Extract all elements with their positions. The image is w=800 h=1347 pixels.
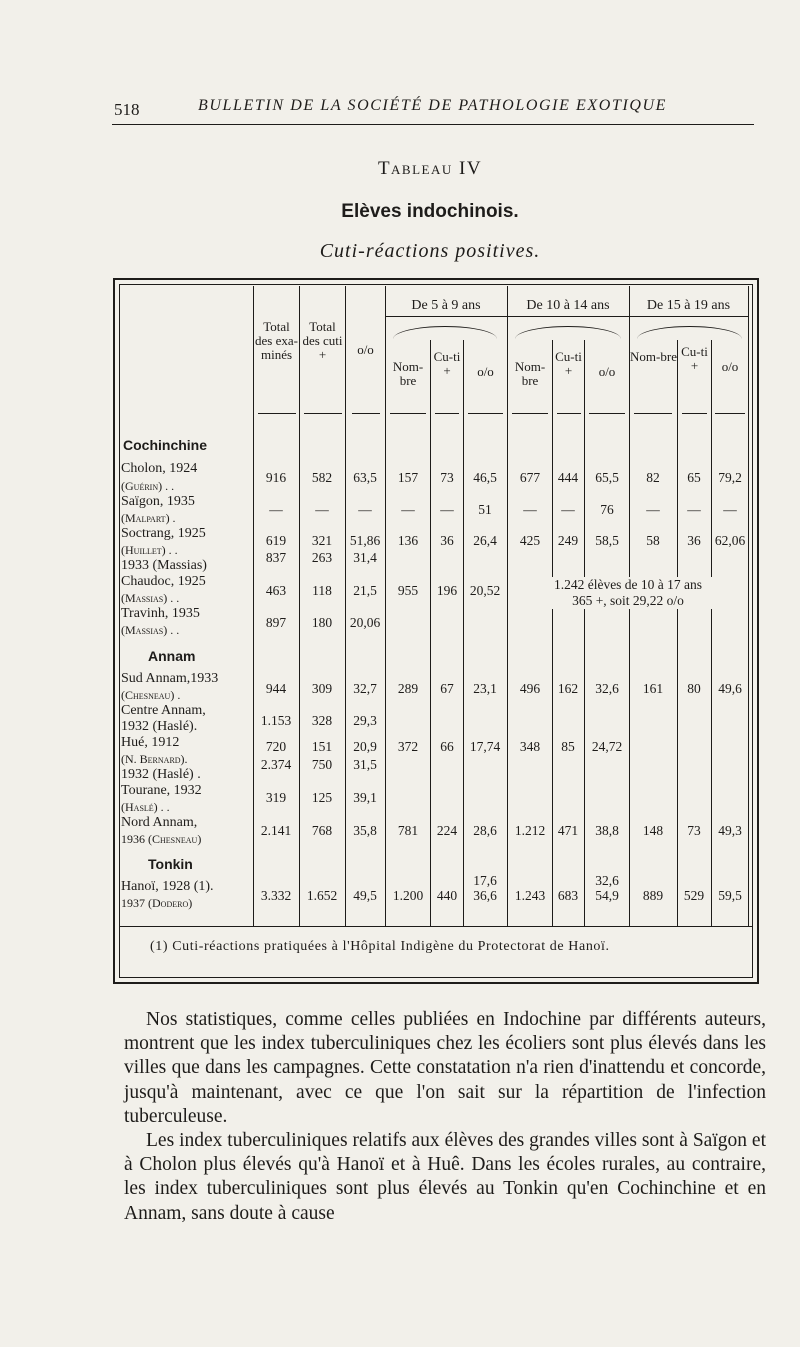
table-cell: 59,5 <box>718 888 742 903</box>
row-name: (Massias) . . <box>121 591 180 605</box>
table-cell: 1.200 <box>392 888 424 903</box>
table-cell: 39,1 <box>353 790 377 805</box>
header-dash <box>304 413 342 414</box>
row-name: Travinh, 1935 <box>121 606 200 621</box>
table-cell: 897 <box>265 615 287 630</box>
table-cell: 1.243 <box>514 888 546 903</box>
table-cell: 49,6 <box>718 681 742 696</box>
page-number: 518 <box>114 100 140 119</box>
body-text <box>124 1008 766 1226</box>
row-name: Centre Annam, <box>121 703 206 718</box>
table-cell: 65,5 <box>595 470 619 485</box>
group-header-rule <box>385 316 748 317</box>
table-cell: 38,8 <box>595 823 619 838</box>
row-name: 1932 (Haslé) . <box>121 767 201 782</box>
table-frame-inner <box>119 284 753 978</box>
table-cell: 463 <box>265 583 287 598</box>
table-cell: 2.141 <box>260 823 292 838</box>
header-dash <box>352 413 380 414</box>
table-cell: 161 <box>642 681 664 696</box>
header-nombre: Nom-bre <box>630 349 677 364</box>
table-cell: — <box>401 502 415 517</box>
header-dash <box>634 413 672 414</box>
table-cell: 582 <box>311 470 333 485</box>
table-cell: 76 <box>600 502 614 517</box>
table-cell: 148 <box>642 823 664 838</box>
table-cell: 425 <box>519 533 541 548</box>
table-cell: 529 <box>683 888 705 903</box>
header-rule <box>112 124 754 125</box>
table-cell: 125 <box>311 790 333 805</box>
table-cell: 496 <box>519 681 541 696</box>
table-cell: 58,5 <box>595 533 619 548</box>
row-name: (Huillet) . . <box>121 543 178 557</box>
row-name: (Haslé) . . <box>121 800 170 814</box>
table-cell: 82 <box>646 470 660 485</box>
table-cell: 309 <box>311 681 333 696</box>
row-name: Nord Annam, <box>121 815 198 830</box>
row-name: 1937 (Dodero) <box>121 896 193 910</box>
row-name: 1933 (Massias) <box>121 558 207 573</box>
table-cell: — <box>687 502 701 517</box>
row-name: Tourane, 1932 <box>121 783 202 798</box>
table-cell: 20,9 <box>353 739 377 754</box>
running-title: BULLETIN DE LA SOCIÉTÉ DE PATHOLOGIE EXOTIQUE <box>198 97 668 114</box>
table-cell: 249 <box>557 533 579 548</box>
table-cell: 162 <box>557 681 579 696</box>
row-name: Chaudoc, 1925 <box>121 574 206 589</box>
table-cell: 24,72 <box>591 739 623 754</box>
table-cell: 49,3 <box>718 823 742 838</box>
table-cell: 837 <box>265 550 287 565</box>
table-cell: 348 <box>519 739 541 754</box>
header-cuti: Cu-ti + <box>433 349 461 378</box>
table-cell: 23,1 <box>473 681 497 696</box>
table-cell: 224 <box>436 823 458 838</box>
table-cell: 180 <box>311 615 333 630</box>
header-pct-small: o/o <box>598 364 616 379</box>
col-rule <box>748 286 749 926</box>
header-cuti: Cu-ti + <box>555 349 582 378</box>
header-cuti: Cu-ti + <box>681 344 708 373</box>
section-annam: Annam <box>148 648 196 664</box>
table-subtitle: Elèves indochinois. <box>341 201 519 222</box>
table-cell: 46,5 <box>473 470 497 485</box>
table-cell: 720 <box>265 739 287 754</box>
row-name: Hanoï, 1928 (1). <box>121 879 214 894</box>
table-cell: — <box>269 502 283 517</box>
table-cell: 440 <box>436 888 458 903</box>
table-cell: 20,52 <box>469 583 501 598</box>
table-cell: 54,9 <box>595 888 619 903</box>
table-cell: 80 <box>687 681 701 696</box>
table-cell: 3.332 <box>260 888 292 903</box>
table-cell: 196 <box>436 583 458 598</box>
table-cell: 319 <box>265 790 287 805</box>
table-cell: 17,6 <box>473 873 497 888</box>
row-name: (Malpart) . <box>121 511 176 525</box>
table-cell: 944 <box>265 681 287 696</box>
row-name: (Massias) . . <box>121 623 180 637</box>
table-cell: 36 <box>687 533 701 548</box>
table-cell: 28,6 <box>473 823 497 838</box>
table-cell: 58 <box>646 533 660 548</box>
col-rule <box>430 340 431 926</box>
table-cell: — <box>315 502 329 517</box>
table-cell: 35,8 <box>353 823 377 838</box>
row-name: Saïgon, 1935 <box>121 494 195 509</box>
row-name: 1932 (Haslé). <box>121 719 198 734</box>
row-name: Hué, 1912 <box>121 735 180 750</box>
table-cell: 49,5 <box>353 888 377 903</box>
table-cell: — <box>646 502 660 517</box>
header-dash <box>258 413 296 414</box>
table-cell: 683 <box>557 888 579 903</box>
table-cell: 1.652 <box>306 888 338 903</box>
table-label: Tableau IV <box>377 158 483 179</box>
table-cell: 85 <box>561 739 575 754</box>
header-dash <box>435 413 459 414</box>
header-dash <box>390 413 426 414</box>
section-cochinchine: Cochinchine <box>123 437 208 453</box>
table-cell: 17,74 <box>469 739 501 754</box>
header-group-5-9: De 5 à 9 ans <box>411 298 481 313</box>
header-pct-small: o/o <box>721 359 739 374</box>
table-cell: 32,7 <box>353 681 377 696</box>
table-cell: 63,5 <box>353 470 377 485</box>
table-cell: 328 <box>311 713 333 728</box>
table-cell: 20,06 <box>349 615 381 630</box>
table-cell: 321 <box>311 533 333 548</box>
header-pct-small: o/o <box>477 364 494 379</box>
table-cell: 62,06 <box>714 533 746 548</box>
table-cell: 263 <box>311 550 333 565</box>
table-cell: 36 <box>440 533 454 548</box>
table-cell: 79,2 <box>718 470 742 485</box>
table-cell: 29,3 <box>353 713 377 728</box>
table-cell: 21,5 <box>353 583 377 598</box>
table-cell: 65 <box>687 470 701 485</box>
table-cell: 2.374 <box>260 757 292 772</box>
header-group-10-14: De 10 à 14 ans <box>526 298 610 313</box>
table-cell: 31,5 <box>353 757 377 772</box>
table-cell: 619 <box>265 533 287 548</box>
table-cell: 768 <box>311 823 333 838</box>
table-caption: Cuti-réactions positives. <box>319 240 541 262</box>
header-nombre: Nom-bre <box>392 359 424 388</box>
table-cell: 1.212 <box>514 823 546 838</box>
header-dash <box>468 413 503 414</box>
table-cell: 73 <box>687 823 701 838</box>
table-cell: 157 <box>397 470 419 485</box>
row-name: (Guérin) . . <box>121 479 175 493</box>
table-cell: 916 <box>265 470 287 485</box>
col-rule <box>584 340 585 926</box>
paragraph: Nos statistiques, comme celles publiées en Indochine par différents auteurs, montrent que les index tuberculiniques chez les écoliers sont plus élevés dans les villes que dans les campagnes. Cette constatation n'a rien d'inattendu et concorde, jusqu'à maintenant, avec ce que l'on sait sur la répartition de l'infection tuberculeuse. <box>124 1009 766 1127</box>
header-dash <box>715 413 745 414</box>
table-cell: 36,6 <box>473 888 497 903</box>
table-cell: 51,86 <box>349 533 381 548</box>
table-bottom-rule <box>119 926 753 927</box>
table-cell: 32,6 <box>595 681 619 696</box>
table-cell: 781 <box>397 823 419 838</box>
paragraph: Les index tuberculiniques relatifs aux élèves des grandes villes sont à Saïgon et à Cholon plus élevés qu'à Hanoï et à Huê. Dans les écoles rurales, au contraire, les index tuberculiniques sont plus élevés au Tonkin qu'en Cochinchine et en Annam, sans doute à cause <box>124 1130 766 1224</box>
table-cell: 66 <box>440 739 454 754</box>
row-name: (N. Bernard). <box>121 752 188 766</box>
header-group-15-19: De 15 à 19 ans <box>646 298 731 313</box>
header-dash <box>589 413 625 414</box>
table-cell: — <box>440 502 454 517</box>
table-cell: 51 <box>478 502 492 517</box>
table-cell: 151 <box>311 739 333 754</box>
table-cell: 118 <box>312 583 332 598</box>
header-pct: o/o <box>357 342 374 357</box>
header-dash <box>512 413 548 414</box>
table-cell: 372 <box>397 739 419 754</box>
table-cell: 67 <box>440 681 454 696</box>
table-cell: 444 <box>557 470 579 485</box>
table-cell: 32,6 <box>595 873 619 888</box>
header-dash <box>557 413 581 414</box>
header-dash <box>682 413 707 414</box>
chaudoc-note: 365 +, soit 29,22 o/o <box>510 593 746 609</box>
table-cell: 955 <box>397 583 419 598</box>
table-cell: 1.153 <box>260 713 292 728</box>
table-cell: — <box>723 502 737 517</box>
row-name: Sud Annam,1933 <box>121 671 219 686</box>
table-cell: — <box>561 502 575 517</box>
header-nombre: Nom-bre <box>514 359 546 388</box>
table-cell: 677 <box>519 470 541 485</box>
chaudoc-note: 1.242 élèves de 10 à 17 ans <box>510 577 746 593</box>
table-cell: 471 <box>557 823 579 838</box>
section-tonkin: Tonkin <box>148 856 193 872</box>
table-cell: 73 <box>440 470 454 485</box>
row-name: Soctrang, 1925 <box>121 526 206 541</box>
table-cell: 289 <box>397 681 419 696</box>
table-cell: 31,4 <box>353 550 377 565</box>
table-cell: 26,4 <box>473 533 497 548</box>
table-footnote: (1) Cuti-réactions pratiquées à l'Hôpital Indigène du Protectorat de Hanoï. <box>150 939 610 954</box>
table-cell: — <box>358 502 372 517</box>
row-name: 1936 (Chesneau) <box>121 832 202 846</box>
header-total-examines: Total des exa-minés <box>255 319 298 362</box>
table-cell: 889 <box>642 888 664 903</box>
row-name: (Chesneau) . <box>121 688 181 702</box>
table-cell: — <box>523 502 537 517</box>
row-name: Cholon, 1924 <box>121 461 198 476</box>
table-cell: 136 <box>397 533 419 548</box>
table-cell: 750 <box>311 757 333 772</box>
header-total-cuti: Total des cuti + <box>302 319 343 362</box>
